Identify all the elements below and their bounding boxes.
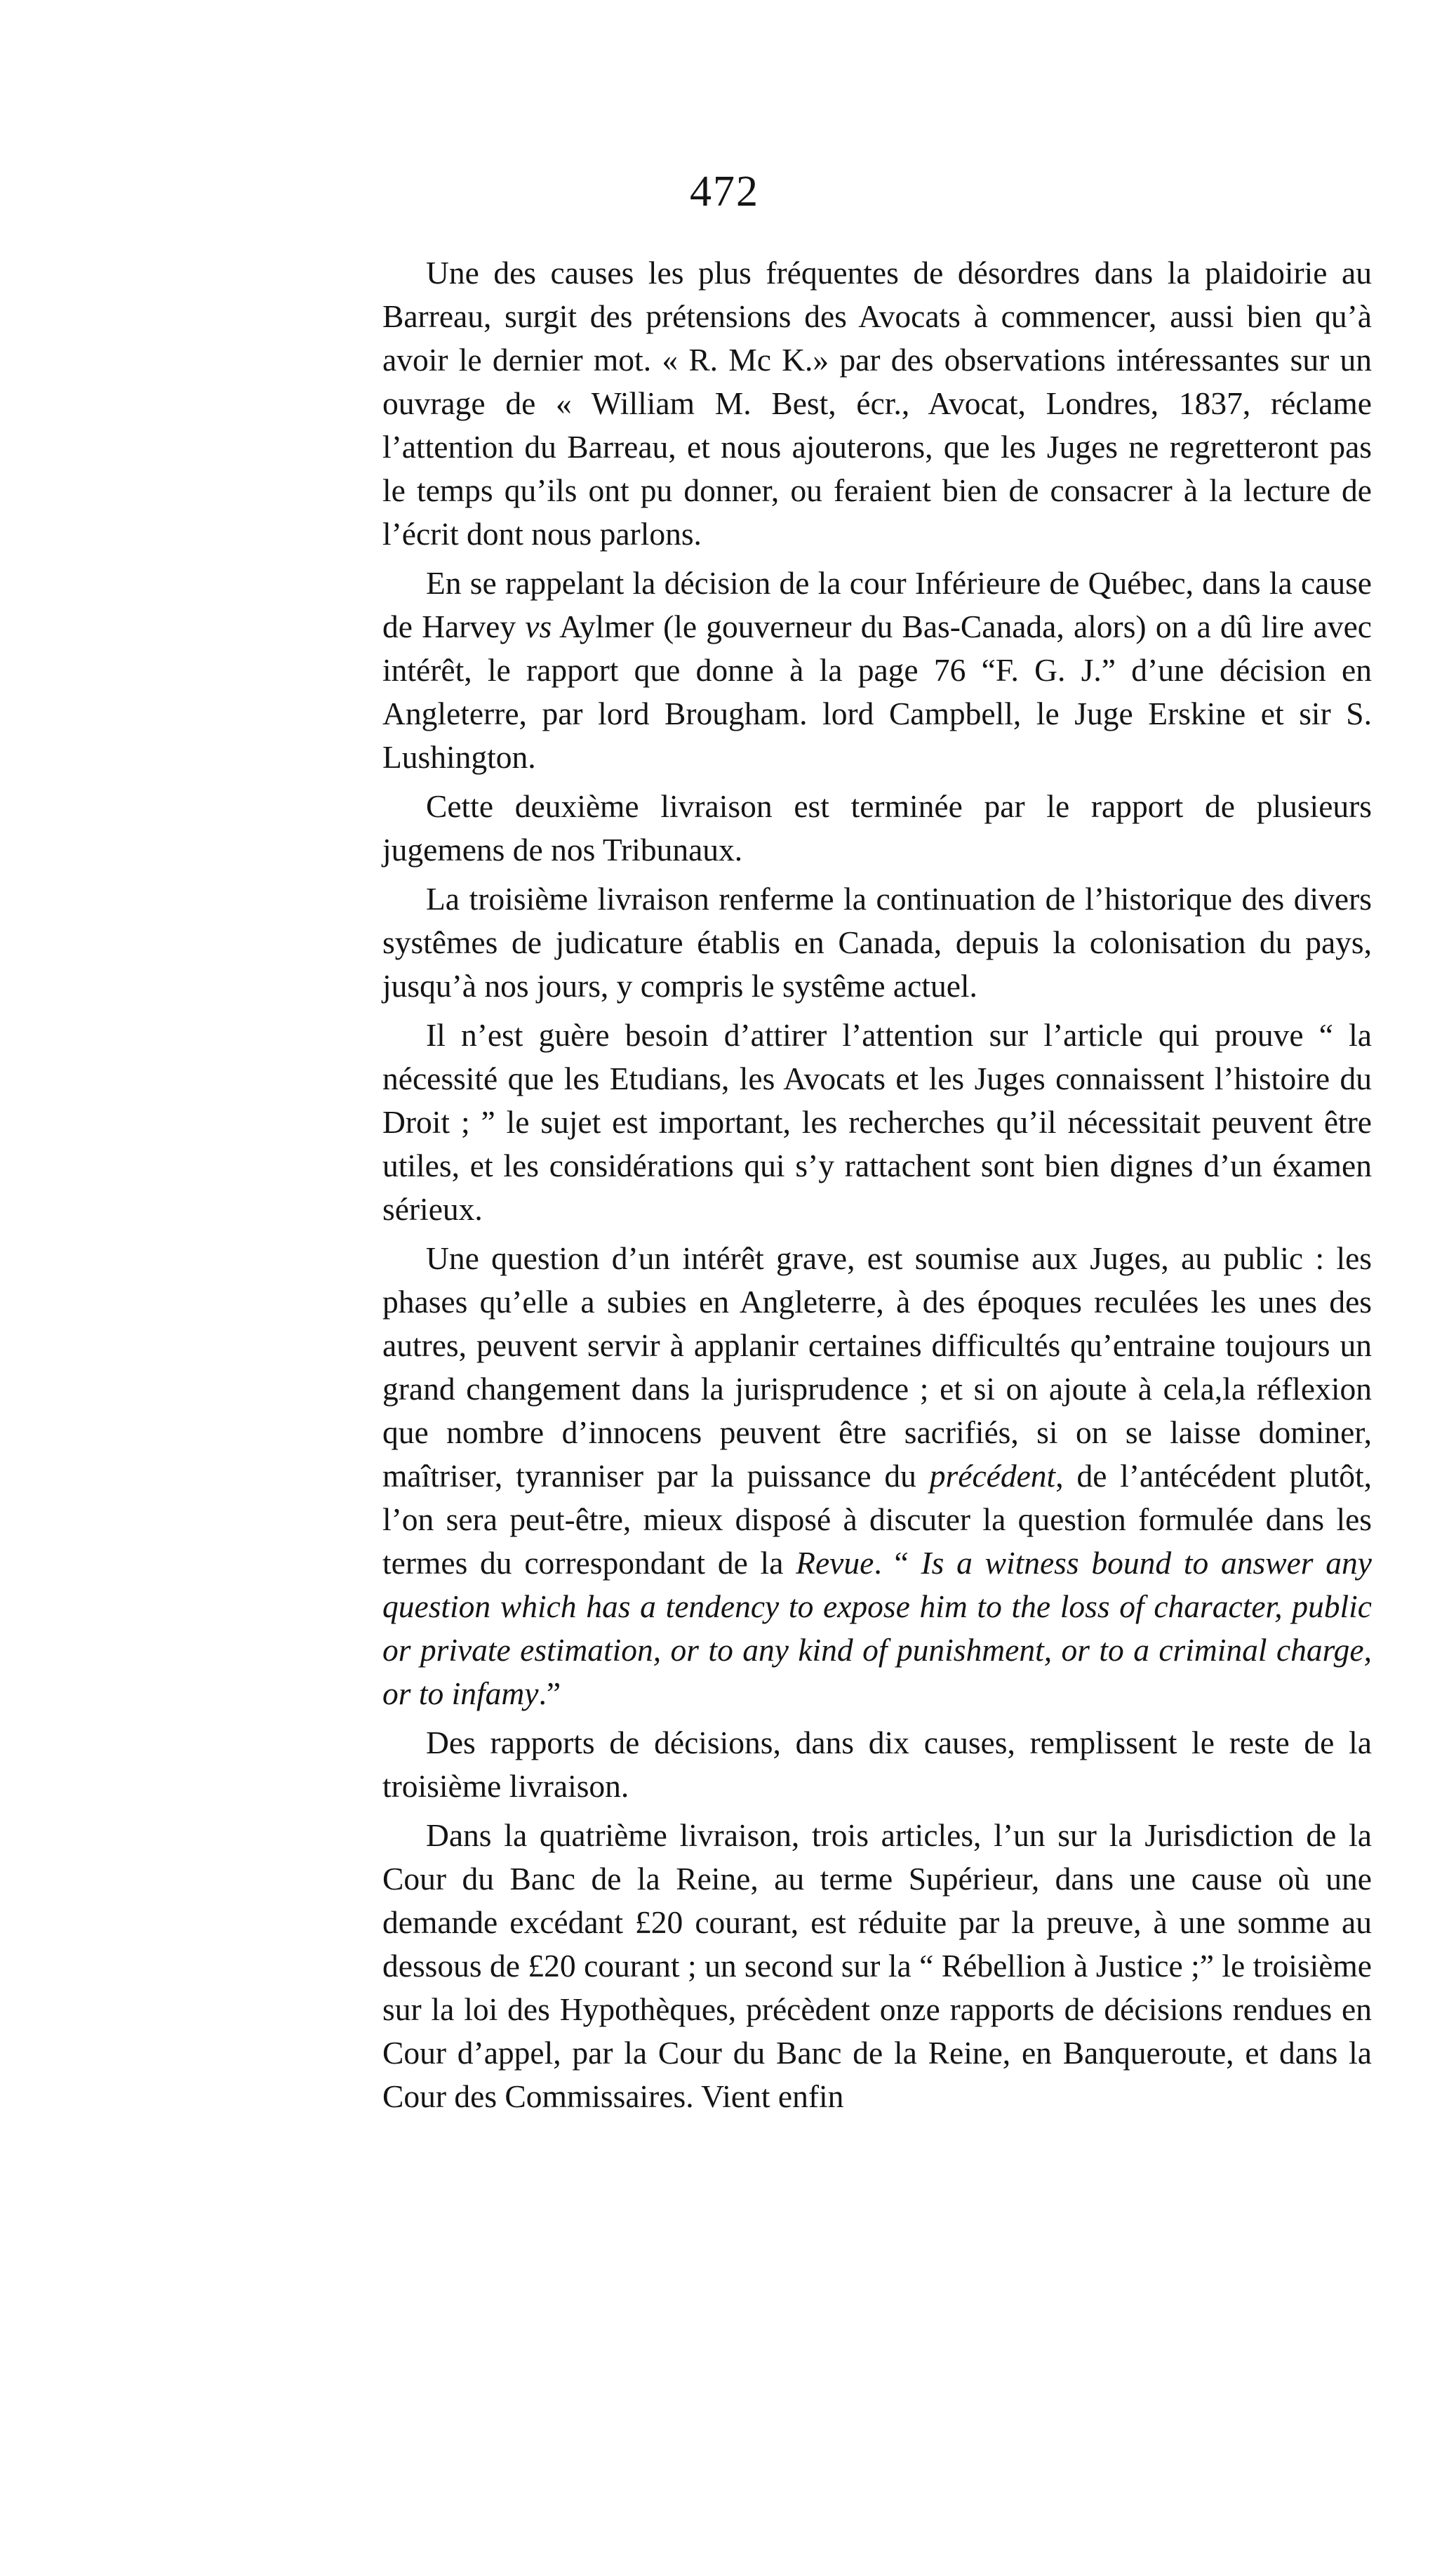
paragraph-text: , de l’antécédent plutôt, l’on sera peut-être, mieux disposé à discuter la question formulée dans les termes du correspondant de la (382, 1458, 1372, 1581)
paragraph (382, 877, 1372, 1008)
paragraph-text: Une question d’un intérêt grave, est soumise aux Juges, au public : les phases qu’elle a subies en Angleterre, à des époques reculées les unes des autres, peuvent servir à applanir certaines difficultés qu’entraine toujours un grand changement dans la jurisprudence ; et si on ajoute à cela,la réflexion que nombre d’innocens peuvent être sacrifiés, si on se laisse dominer, maîtriser, tyranniser par la puissance du (382, 1240, 1372, 1494)
paragraph-text: .” (538, 1675, 561, 1711)
paragraph-text: Dans la quatrième livraison, trois articles, l’un sur la Jurisdiction de la Cour du Banc de la Reine, au terme Supérieur, dans une cause où une demande excédant £20 courant, est réduite par la preuve, à une somme au dessous de £20 courant ; un second sur la “ Rébellion à Justice ;” le troisième sur la loi des Hypothèques, précèdent onze rapports de décisions rendues en Cour d’appel, par la Cour du Banc de la Reine, en Banqueroute, et dans la Cour des Commissaires. Vient enfin (382, 1817, 1372, 2114)
italic-text: précédent (929, 1458, 1056, 1494)
body-text (382, 251, 1372, 2124)
italic-text: Is a witness bound to answer any question which has a tendency to expose him to the loss of character, public or private estimation, or to any kind of punishment, or to a criminal charge, or to infamy (382, 1545, 1372, 1711)
paragraph-text: Une des causes les plus fréquentes de désordres dans la plaidoirie au Barreau, surgit des prétensions des Avocats à commencer, aussi bien qu’à avoir le dernier mot. « R. Mc K.» par des observations intéressantes sur un ouvrage de « William M. Best, écr., Avocat, Londres, 1837, réclame l’attention du Barreau, et nous ajouterons, que les Juges ne regretteront pas le temps qu’ils ont pu donner, ou feraient bien de consacrer à la lecture de l’écrit dont nous parlons. (382, 255, 1372, 552)
paragraph (382, 1721, 1372, 1808)
paragraph (382, 1014, 1372, 1231)
paragraph (382, 251, 1372, 556)
italic-text: vs (525, 609, 552, 644)
paragraph-text: Des rapports de décisions, dans dix causes, remplissent le reste de la troisième livraison. (382, 1725, 1372, 1804)
paragraph-text: En se rappelant la décision de la cour Inférieure de Québec, dans la cause de Harvey (382, 565, 1372, 644)
page-number: 472 (690, 168, 759, 215)
paragraph (382, 562, 1372, 779)
paragraph-text: La troisième livraison renferme la continuation de l’historique des divers systêmes de judicature établis en Canada, depuis la colonisation du pays, jusqu’à nos jours, y compris le systême actuel. (382, 881, 1372, 1004)
paragraph-text: Cette deuxième livraison est terminée par le rapport de plusieurs jugemens de nos Tribunaux. (382, 788, 1372, 868)
italic-text: Revue (796, 1545, 874, 1581)
paragraph (382, 1237, 1372, 1715)
paragraph-text: . “ (874, 1545, 921, 1581)
paragraph (382, 785, 1372, 872)
paragraph-text: Il n’est guère besoin d’attirer l’attention sur l’article qui prouve “ la nécessité que les Etudians, les Avocats et les Juges connaissent l’histoire du Droit ; ” le sujet est important, les recherches qu’il nécessitait peuvent être utiles, et les considérations qui s’y rattachent sont bien dignes d’un éxamen sérieux. (382, 1017, 1372, 1227)
paragraph (382, 1814, 1372, 2118)
paragraph-text: Aylmer (le gouverneur du Bas-Canada, alors) on a dû lire avec intérêt, le rapport que donne à la page 76 “F. G. J.” d’une décision en Angleterre, par lord Brougham. lord Campbell, le Juge Erskine et sir S. Lushington. (382, 609, 1372, 775)
